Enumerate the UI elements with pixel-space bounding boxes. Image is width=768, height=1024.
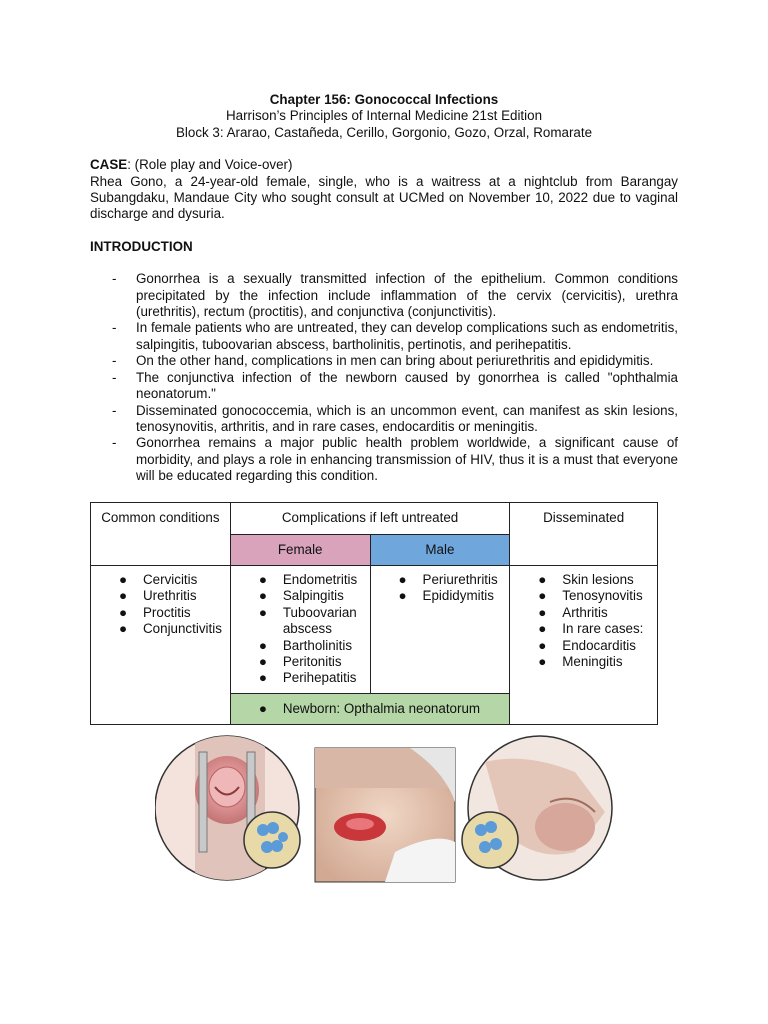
disseminated-item-text: Meningitis [562,654,623,670]
bullet-dot: ● [538,654,547,670]
bullet-dot: ● [258,637,267,653]
male-item-text: Epididymitis [422,588,494,604]
common-item-text: Cervicitis [143,572,198,587]
female-cell [230,566,370,694]
case-text: Rhea Gono, a 24-year-old female, single, who is a waitress at a nightclub from Barangay Subangdaku, Mandaue City who sought consult at UCMed on November 10, 2022 due to vaginal discharge and dysuria. [90,173,678,222]
female-item [231,670,370,686]
female-item-text: Salpingitis [282,588,344,604]
list-item [90,403,678,436]
disseminated-item [510,572,657,588]
list-item-text: Gonorrhea is a sexually transmitted infection of the epithelium. Common conditions precipitated by the infection include inflammation of the cervix (cervicitis), urethra (urethritis), rectum (proctitis), and conjunctiva (conjunctivitis). [136,271,678,320]
disseminated-item [510,654,657,670]
list-item-text: In female patients who are untreated, they can develop complications such as endometritis, salpingitis, tuboovarian abscess, bartholinitis, pertinotis, and perihepatitis. [136,320,678,352]
document-page [90,92,678,485]
male-item [371,572,510,588]
bullet-dot: ● [258,588,267,604]
bullet-dot: ● [538,637,547,653]
bacteria-inset [462,812,518,868]
female-cervix-illustration [155,732,300,884]
bullet-dot: ● [258,700,267,716]
newborn-cell [230,693,509,724]
dash-bullet: - [112,320,117,336]
book-subtitle: Harrison’s Principles of Internal Medicine 21st Edition [225,108,543,124]
bullet-dot: ● [258,604,267,620]
bullet-dot: ● [538,604,547,620]
bullet-dot: ● [258,572,267,587]
disseminated-item-text: Skin lesions [562,572,634,587]
disseminated-item-text: Arthritis [562,604,608,620]
case-label: CASE [90,157,128,173]
list-item [90,320,678,353]
dash-bullet: - [112,402,117,418]
list-item-text: Disseminated gonococcemia, which is an uncommon event, can manifest as skin lesions, tenosynovitis, arthritis, and in rare cases, endocarditis or meningitis. [136,402,678,434]
list-item-text: The conjunctiva infection of the newborn caused by gonorrhea is called "ophthalmia neonatorum." [136,369,678,402]
common-conditions-cell [91,566,231,725]
bullet-dot: ● [119,621,128,637]
common-item-text: Proctitis [143,604,191,620]
male-item-text: Periurethritis [422,572,498,587]
bullet-dot: ● [119,588,128,604]
common-item [91,588,230,604]
bullet-dot: ● [538,588,547,604]
female-item [231,605,370,638]
conditions-table [90,502,658,725]
male-urethra-illustration [462,736,612,880]
female-item-text: Perihepatitis [282,670,357,686]
header-complications: Complications if left untreated [230,503,509,535]
authors-line: Block 3: Ararao, Castañeda, Cerillo, Gorgonio, Gozo, Orzal, Romarate [175,124,593,140]
common-item [91,572,230,588]
list-item-text: On the other hand, complications in men can bring about periurethritis and epididymitis. [136,353,654,369]
disseminated-item-text: In rare cases: [562,621,644,637]
common-item-text: Urethritis [143,588,197,604]
disseminated-item-text: Endocarditis [562,637,636,653]
female-item [231,588,370,604]
female-item [231,572,370,588]
bullet-dot: ● [119,604,128,620]
dash-bullet: - [112,353,117,369]
disseminated-item [510,638,657,654]
bullet-dot: ● [538,621,547,637]
female-item-text: Bartholinitis [282,637,353,653]
introduction-list [90,271,678,484]
header-common-conditions: Common conditions [91,503,231,566]
header-disseminated: Disseminated [510,503,658,566]
introduction-heading: INTRODUCTION [90,238,193,254]
list-item [90,435,678,484]
dash-bullet: - [112,271,117,287]
female-item [231,654,370,670]
bullet-dot: ● [538,572,547,587]
disseminated-cell [510,566,658,725]
list-item [90,353,678,369]
female-item [231,638,370,654]
list-item [90,271,678,320]
disseminated-item [510,621,657,637]
female-item-text: Peritonitis [282,654,342,670]
disseminated-item [510,588,657,604]
newborn-eye-photo [315,748,455,882]
disseminated-item [510,605,657,621]
list-item-text: Gonorrhea remains a major public health problem worldwide, a significant cause of morbidity, and plays a role in enhancing transmission of HIV, thus it is a must that everyone will be educated regarding this condition. [136,435,678,484]
chapter-title: Chapter 156: Gonococcal Infections [269,92,499,107]
dash-bullet: - [112,435,117,451]
disseminated-item-text: Tenosynovitis [562,588,643,604]
list-item [90,370,678,403]
dash-bullet: - [112,369,117,385]
common-item [91,621,230,637]
common-item [91,605,230,621]
header-female: Female [230,535,370,566]
bullet-dot: ● [398,588,407,604]
bullet-dot: ● [258,670,267,686]
bullet-dot: ● [258,654,267,670]
bullet-dot: ● [398,572,407,587]
case-label-suffix: : (Role play and Voice-over) [127,157,293,173]
newborn-text: Newborn: Opthalmia neonatorum [282,700,481,716]
female-item-text: Tuboovarian abscess [282,604,357,637]
case-section [90,157,678,223]
bullet-dot: ● [119,572,128,587]
bacteria-inset [244,812,300,868]
male-cell [370,566,510,694]
header-male: Male [370,535,510,566]
clinical-illustrations [155,732,615,884]
common-item-text: Conjunctivitis [143,621,222,637]
female-item-text: Endometritis [282,572,358,587]
male-item [371,588,510,604]
